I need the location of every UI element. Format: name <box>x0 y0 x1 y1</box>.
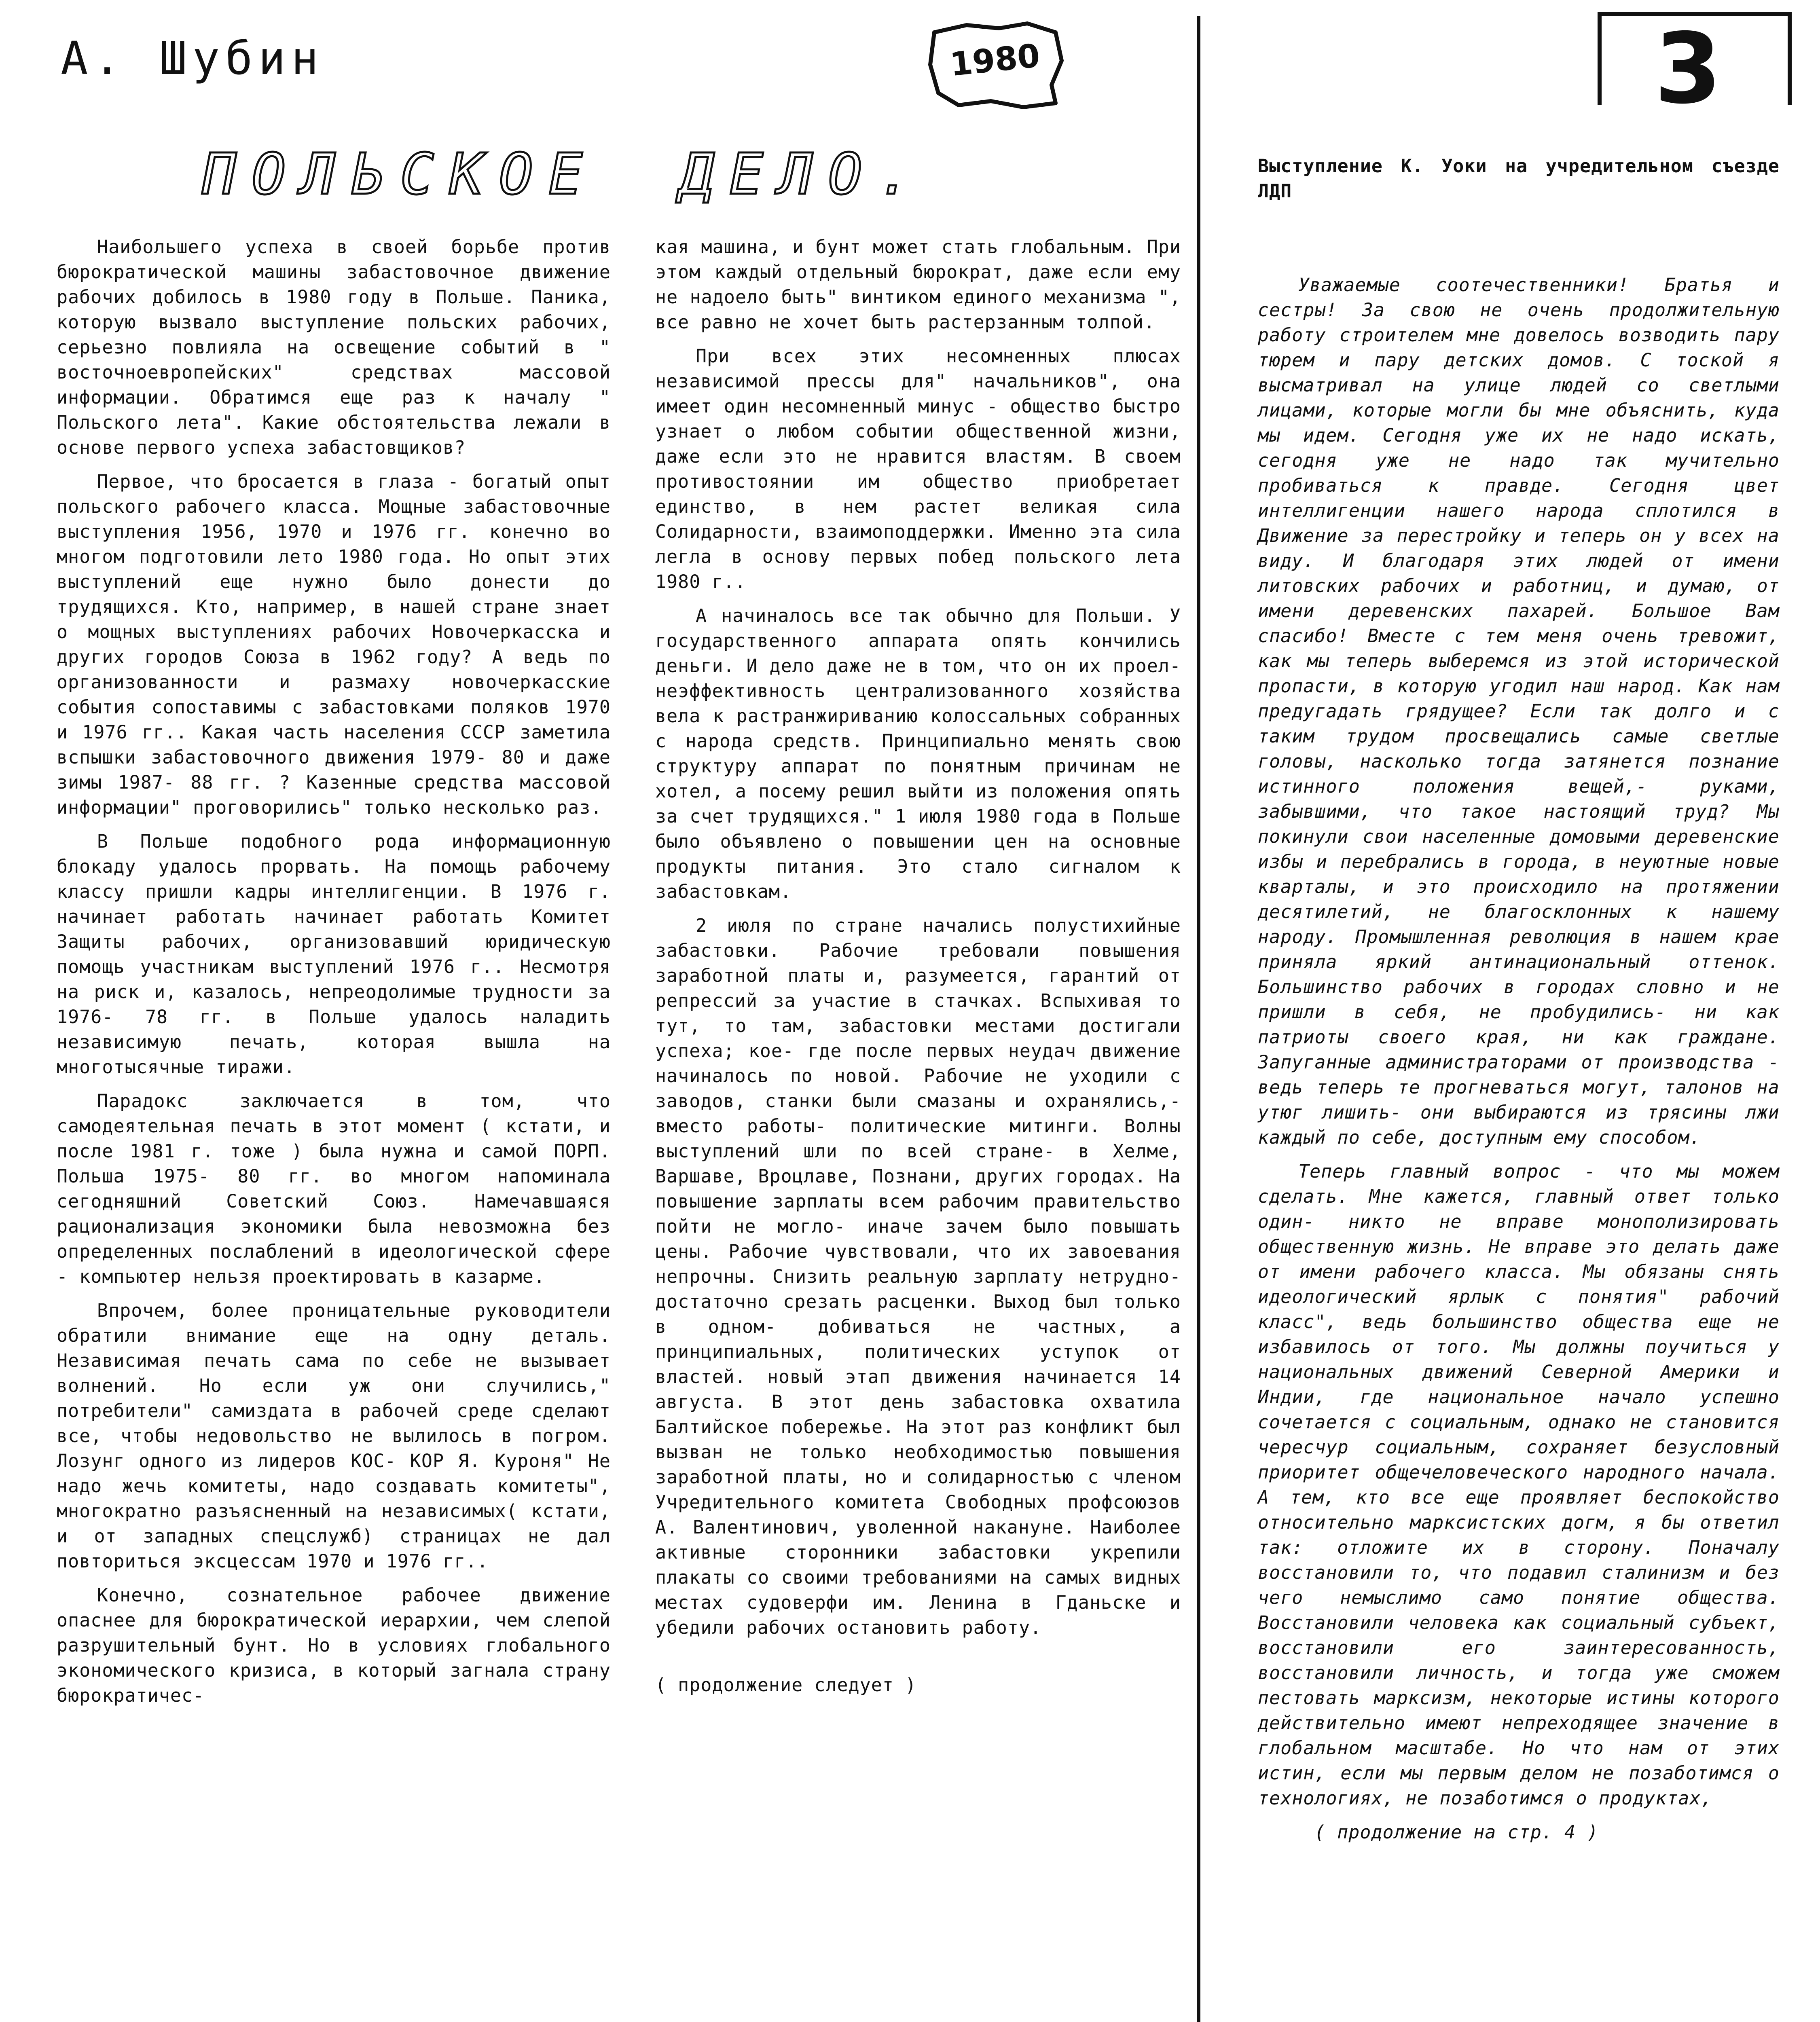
paragraph: Теперь главный вопрос - что мы можем сделать. Мне кажется, главный ответ только один- никто не вправе монополизировать общественную жизнь. Не вправе это делать даже от имени рабочего класса. Мы обязаны снять идеологический ярлык с понятия" рабочий класс", ведь большинство общества еще не избавилось от того. Мы должны поучиться у национальных движений Северной Америки и Индии, где национальное начало успешно сочетается с социальным, однако не становится чересчур социальным, сохраняет безусловный приоритет общечеловеческого народного начала. А тем, кто все еще проявляет беспокойство относительно марксистских догм, я бы ответил так: отложите их в сторону. Поначалу восстановили то, что подавил сталинизм и без чего немыслимо само понятие общества. Восстановили человека как социальный субъект, восстановили его заинтересованность, восстановили личность, и тогда уже сможем пестовать марксизм, некоторые истины которого действительно имеют непреходящее значение в глобальном масштабе. Но что нам от этих истин, если мы первым делом не позаботимся о технологиях, не позаботимся о продуктах, <box>1258 1161 1780 1809</box>
column-divider <box>1197 16 1200 2022</box>
paragraph: Первое, что бросается в глаза - богатый опыт польского рабочего класса. Мощные забастовочные выступления 1956, 1970 и 1976 гг. конечно во многом подготовили лето 1980 года. Но опыт этих выступлений еще нужно было донести до трудящихся. Кто, например, в нашей стране знает о мощных выступлениях рабочих Новочеркасска и других городов Союза в 1962 году? А ведь по организованности и размаху новочеркасские события сопоставимы с забастовками поляков 1970 и 1976 гг.. Какая часть населения СССР заметила вспышки забастовочного движения 1979- 80 и даже зимы 1987- 88 гг. ? Казенные средства массовой информации" проговорились" только несколько раз. <box>57 471 611 818</box>
to-be-continued-note: ( продолжение следует ) <box>655 1674 917 1696</box>
continued-on-page-note: ( продолжение на стр. 4 ) <box>1314 1821 1599 1843</box>
page-number: 3 <box>1654 12 1722 125</box>
speech-heading: Выступление К. Уоки на учредительном съезде ЛДП <box>1258 155 1780 202</box>
paragraph: В Польше подобного рода информационную блокаду удалось прорвать. На помощь рабочему классу пришли кадры интеллигенции. В 1976 г. начинает работать начинает работать Комитет Защиты рабочих, организовавший юридическую помощь участникам выступлений 1976 г.. Несмотря на риск и, казалось, непреодолимые трудности за 1976- 78 гг. в Польше удалось наладить независимую печать, которая вышла на многотысячные тиражи. <box>57 831 611 1078</box>
page-number-box <box>1598 12 1792 125</box>
paragraph: кая машина, и бунт может стать глобальным. При этом каждый отдельный бюрократ, даже если ему не надоело быть" винтиком единого механизма ", все равно не хочет быть растерзанным толпой. <box>655 236 1181 333</box>
paragraph: При всех этих несомненных плюсах независимой прессы для" начальников", она имеет один несомненный минус - общество быстро узнает о любом событии общественной жизни, даже если это не нравится властям. В своем противостоянии им общество приобретает единство, в нем растет великая сила Солидарности, взаимоподдержки. Именно эта сила легла в основу первых побед польского лета 1980 г.. <box>655 345 1181 592</box>
article-title: ПОЛЬСКОЕ ДЕЛО. <box>202 142 927 207</box>
speech-column <box>1258 154 1780 1854</box>
paragraph: Впрочем, более проницательные руководители обратили внимание еще на одну деталь. Независимая печать сама по себе не вызывает волнений. Но если уж они случились," потребители" самиздата в рабочей среде сделают все, чтобы недовольство не вылилось в погром. Лозунг одного из лидеров КОС- КОР Я. Куроня" Не надо жечь комитеты, надо создавать комитеты", многократно разъясненный на независимых( кстати, и от западных спецслужб) страницах не дал повториться эксцессам 1970 и 1976 гг.. <box>57 1300 611 1572</box>
poland-1980-badge <box>922 16 1068 113</box>
author-name: А. Шубин <box>61 32 324 85</box>
paragraph: Парадокс заключается в том, что самодеятельная печать в этот момент ( кстати, и после 1981 г. тоже ) была нужна и самой ПОРП. Польша 1975- 80 гг. во многом напоминала сегодняшний Советский Союз. Намечавшаяся рационализация экономики была невозможна без определенных послаблений в идеологической сфере - компьютер нельзя проектировать в казарме. <box>57 1090 611 1287</box>
paragraph: Конечно, сознательное рабочее движение опаснее для бюрократической иерархии, чем слепой разрушительный бунт. Но в условиях глобального экономического кризиса, в который загнала страну бюрократичес- <box>57 1584 611 1706</box>
paragraph: А начиналось все так обычно для Польши. У государственного аппарата опять кончились деньги. И дело даже не в том, что он их проел- неэффективность централизованного хозяйства вела к растранжириванию колоссальных собранных с народа средств. Принципиально менять свою структуру аппарат по понятным причинам не хотел, а посему решил выйти из положения опять за счет трудящихся." 1 июля 1980 года в Польше было объявлено о повышении цен на основные продукты питания. Это стало сигналом к забастовкам. <box>655 605 1181 902</box>
paragraph: Уважаемые соотечественники! Братья и сестры! За свою не очень продолжительную работу строителем мне довелось возводить пару тюрем и пару детских домов. С тоской я высматривал на улице людей со светлыми лицами, которые могли бы мне объяснить, куда мы идем. Сегодня уже их не надо искать, сегодня уже не надо так мучительно пробиваться к правде. Сегодня цвет интеллигенции нашего народа сплотился в Движение за перестройку и теперь он у всех на виду. И благодаря этих людей от имени литовских рабочих и работниц, и думаю, от имени деревенских пахарей. Большое Вам спасибо! Вместе с тем меня очень тревожит, как мы теперь выберемся из этой исторической пропасти, в которую угодил наш народ. Как нам предугадать грядущее? Если так долго и с таким трудом просвещались самые светлые головы, насколько тогда затянется познание истинного положения вещей,- руками, забывшими, что такое настоящий труд? Мы покинули свои населенные домовыми деревенские избы и перебрались в города, в неуютные новые кварталы, и это происходило на протяжении десятилетий, не благосклонных к нашему народу. Промышленная революция в нашем крае приняла яркий антинациональный оттенок. Большинство рабочих в городах словно и не пришли в себя, не пробудились- ни как патриоты своего края, ни как граждане. Запуганные администраторами от производства - ведь теперь те прогневаться могут, талонов на утюг лишить- они выбираются из трясины лжи каждый по себе, доступным ему способом. <box>1258 274 1780 1148</box>
article-column-1 <box>57 235 611 1717</box>
badge-year: 1980 <box>948 36 1042 84</box>
paragraph: 2 июля по стране начались полустихийные забастовки. Рабочие требовали повышения заработной платы и, разумеется, гарантий от репрессий за участие в стачках. Вспыхивая то тут, то там, забастовки местами достигали успеха; кое- где после первых неудач движение начиналось по новой. Рабочие не уходили с заводов, станки были смазаны и охранялись,- вместо работы- политические митинги. Волны выступлений шли по всей стране- в Хелме, Варшаве, Вроцлаве, Познани, других городах. На повышение зарплаты всем рабочим правительство пойти не могло- иначе зачем было повышать цены. Рабочие чувствовали, что их завоевания непрочны. Снизить реальную зарплату нетрудно- достаточно срезать расценки. Выход был только в одном- добиваться не частных, а принципиальных, политических уступок от властей. новый этап движения начинается 14 августа. В этот день забастовка охватила Балтийское побережье. На этот раз конфликт был вызван не только необходимостью повышения заработной платы, но и солидарностью с членом Учредительного комитета Свободных профсоюзов А. Валентинович, уволенной накануне. Наиболее активные сторонники забастовки укрепили плакаты со своими требованиями на самых видных местах судоверфи им. Ленина в Гданьске и убедили рабочих остановить работу. <box>655 915 1181 1638</box>
paragraph: Наибольшего успеха в своей борьбе против бюрократической машины забастовочное движение рабочих добилось в 1980 году в Польше. Паника, которую вызвало выступление польских рабочих, серьезно повлияла на освещение событий в " восточноевропейских" средствах массовой информации. Обратимся еще раз к началу " Польского лета". Какие обстоятельства лежали в основе первого успеха забастовщиков? <box>57 236 611 458</box>
article-column-2 <box>655 235 1181 1707</box>
